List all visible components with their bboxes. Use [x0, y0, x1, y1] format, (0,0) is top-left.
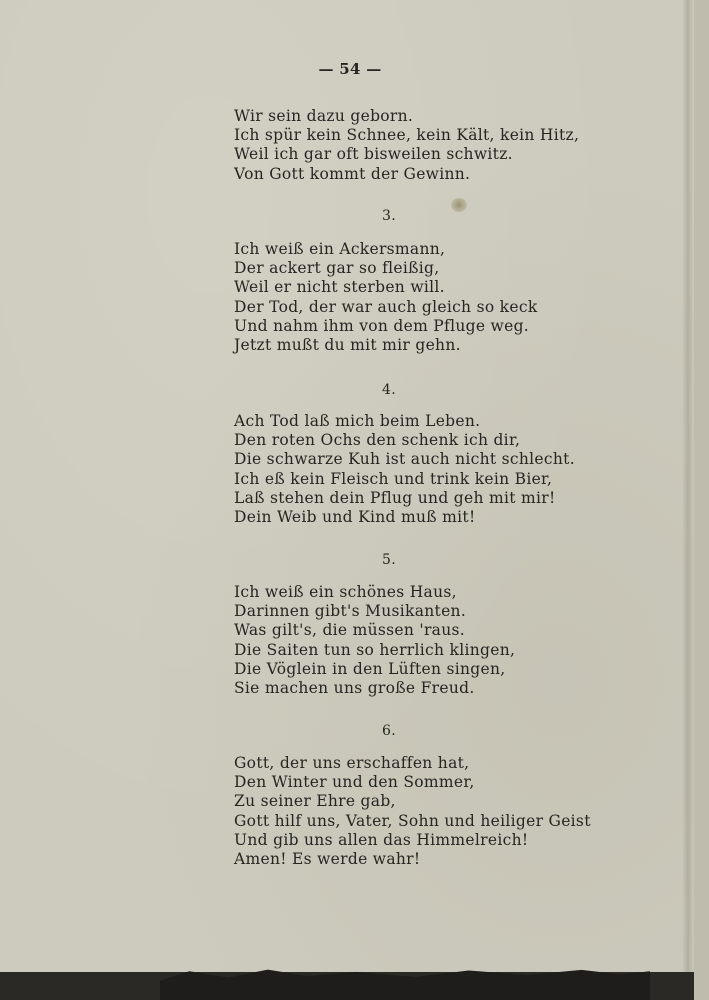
page-number: — 54 —: [318, 60, 382, 78]
verse-line: Jetzt mußt du mit mir gehn.: [234, 335, 461, 354]
verse-line: Die schwarze Kuh ist auch nicht schlecht.: [234, 450, 575, 469]
verse-line: Von Gott kommt der Gewinn.: [234, 164, 471, 183]
verse-line: Zu seiner Ehre gab,: [234, 792, 396, 811]
verse-line: Den roten Ochs den schenk ich dir,: [234, 431, 521, 450]
verse-line: Und nahm ihm von dem Pfluge weg.: [234, 316, 530, 335]
page-fold-shadow: [682, 0, 694, 972]
stanza-number: 4.: [382, 382, 396, 398]
stanza-number: 5.: [382, 552, 396, 568]
torn-page-edge: [160, 968, 650, 1000]
verse-line: Weil ich gar oft bisweilen schwitz.: [234, 145, 513, 164]
verse-line: Und gib uns allen das Himmelreich!: [234, 830, 529, 849]
stanza-6: [234, 754, 591, 869]
verse-line: Sie machen uns große Freud.: [234, 678, 475, 697]
verse-line: Ich weiß ein Ackersmann,: [234, 240, 446, 258]
stanza-number: 6.: [382, 723, 396, 739]
verse-line: Der ackert gar so fleißig,: [234, 259, 440, 278]
verse-line: Was gilt's, die müssen 'raus.: [234, 621, 465, 640]
verse-line: Ach Tod laß mich beim Leben.: [234, 412, 481, 430]
verse-line: Die Saiten tun so herrlich klingen,: [234, 640, 516, 659]
verse-line: Gott, der uns erschaffen hat,: [234, 754, 470, 772]
verse-line: Ich weiß ein schönes Haus,: [234, 583, 457, 601]
verse-line: Die Vöglein in den Lüften singen,: [234, 659, 506, 678]
verse-line: Amen! Es werde wahr!: [234, 849, 421, 868]
verse-line: Darinnen gibt's Musikanten.: [234, 602, 467, 621]
stanza-continued: [234, 107, 579, 184]
stanza-number: 3.: [382, 208, 396, 224]
stanza-5: [234, 583, 515, 698]
verse-line: Ich eß kein Fleisch und trink kein Bier,: [234, 469, 553, 488]
stanza-3: [234, 240, 538, 355]
adjacent-page-edge: [694, 0, 709, 1000]
verse-line: Weil er nicht sterben will.: [234, 278, 445, 297]
stanza-4: [234, 412, 575, 527]
verse-line: Dein Weib und Kind muß mit!: [234, 507, 476, 526]
verse-line: Ich spür kein Schnee, kein Kält, kein Hitz,: [234, 126, 580, 145]
verse-line: Der Tod, der war auch gleich so keck: [234, 297, 538, 316]
verse-line: Laß stehen dein Pflug und geh mit mir!: [234, 488, 556, 507]
verse-line: Wir sein dazu geborn.: [234, 107, 414, 125]
verse-line: Gott hilf uns, Vater, Sohn und heiliger Geist: [234, 811, 591, 830]
verse-line: Den Winter und den Sommer,: [234, 773, 475, 792]
